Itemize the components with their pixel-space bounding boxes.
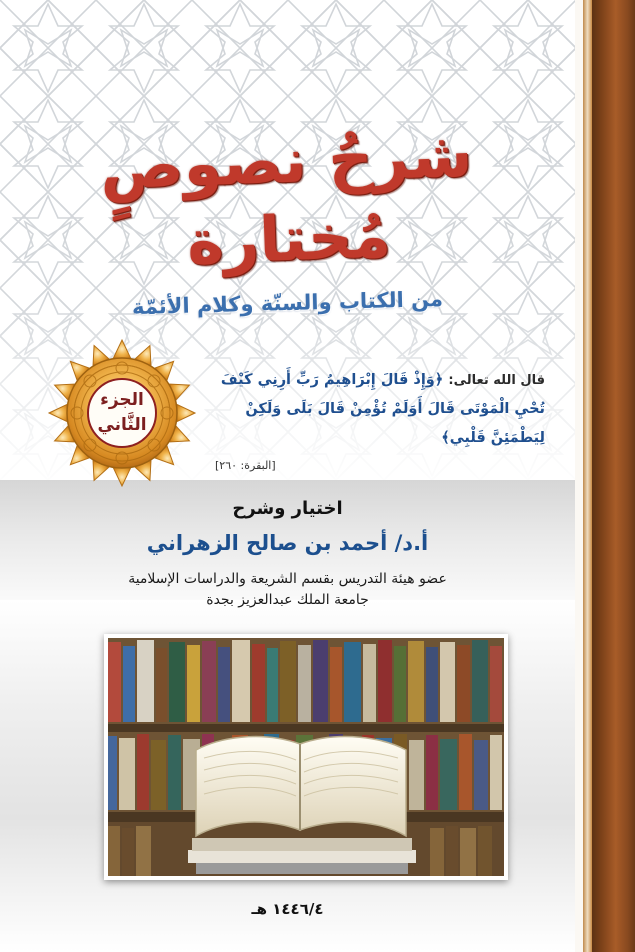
volume-line-2: الثَّاني	[97, 415, 147, 435]
title-area	[0, 117, 575, 320]
author-block	[0, 498, 575, 608]
ayah-lead: قال الله تعالى:	[448, 373, 545, 388]
spine-gold-stripe	[583, 0, 592, 952]
author-role: عضو هيئة التدريس بقسم الشريعة والدراسات الإسلامية	[128, 571, 447, 587]
author-name: أ.د/ أحمد بن صالح الزهراني	[146, 531, 429, 555]
spine-white-stripe	[575, 0, 583, 952]
volume-line-1: الجزء	[100, 390, 144, 411]
book-title: شرحُ نصوصٍ مُختارة	[98, 117, 474, 279]
book-subtitle: من الكتاب والسنّة وكلام الأئمّة	[131, 286, 444, 320]
selection-label: اختيار وشرح	[232, 498, 343, 519]
ayah-block	[215, 366, 545, 472]
gold-rosette-medallion-icon	[47, 338, 197, 488]
author-university: جامعة الملك عبدالعزيز بجدة	[206, 592, 369, 609]
ayah-text: ﴿وَإِذْ قَالَ إِبْرَاهِيمُ رَبِّ أَرِنِي كَيْفَ تُحْيِ الْمَوْتَى قَالَ أَوَلَمْ تُؤْمِنْ قَالَ بَلَى وَلَكِنْ لِيَطْمَئِنَّ قَلْبِي﴾	[220, 372, 545, 446]
open-book-library-photo-icon	[104, 634, 508, 880]
ayah-reference: [البقرة: ٢٦٠]	[215, 459, 276, 472]
publication-year: ١٤٤٦/٤ هـ	[251, 900, 324, 918]
spine-outer-band	[592, 0, 635, 952]
